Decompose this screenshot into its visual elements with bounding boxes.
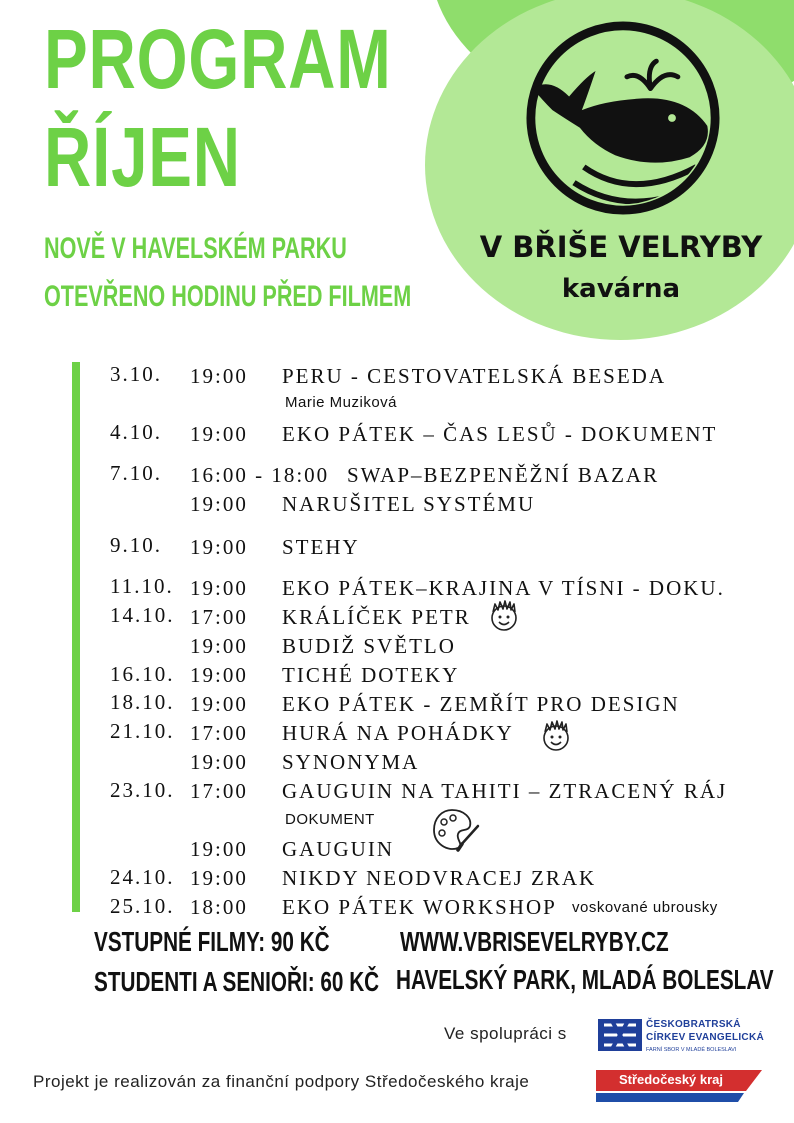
program-date: 25.10.	[110, 894, 175, 918]
program-time: 19:00	[190, 692, 248, 716]
kraj-label: Středočeský kraj	[618, 1072, 724, 1087]
title-program: PROGRAM	[44, 12, 392, 106]
program-title: HURÁ NA POHÁDKY	[282, 721, 514, 745]
program-title: SWAP–BEZPENĚŽNÍ BAZAR	[347, 463, 660, 487]
project-support-text: Projekt je realizován za finanční podpory Středočeského kraje	[33, 1072, 530, 1091]
program-time: 19:00	[190, 576, 248, 600]
program-title: GAUGUIN	[282, 837, 394, 861]
kid-face-icon	[487, 599, 521, 633]
program-date: 7.10.	[110, 461, 162, 485]
program-date: 4.10.	[110, 420, 162, 444]
subtitle-location: NOVĚ V HAVELSKÉM PARKU	[44, 232, 347, 265]
program-title: NARUŠITEL SYSTÉMU	[282, 492, 536, 516]
partner-logo	[598, 1017, 783, 1057]
program-title: EKO PÁTEK–KRAJINA V TÍSNI - DOKU.	[282, 576, 725, 600]
website-link[interactable]: WWW.VBRISEVELRYBY.CZ	[400, 926, 669, 957]
program-date: 21.10.	[110, 719, 175, 743]
program-title: PERU - CESTOVATELSKÁ BESEDA	[282, 364, 667, 388]
program-time: 19:00	[190, 866, 248, 890]
brand-sub: kavárna	[561, 274, 681, 304]
program-time: 19:00	[190, 837, 248, 861]
program-time: 17:00	[190, 779, 248, 803]
program-title: EKO PÁTEK – ČAS LESŮ - DOKUMENT	[282, 422, 718, 446]
program-date: 16.10.	[110, 662, 175, 686]
program-title: EKO PÁTEK WORKSHOP	[282, 895, 557, 919]
program-time: 19:00	[190, 535, 248, 559]
program-title: KRÁLÍČEK PETR	[282, 605, 471, 629]
partner-name-line1: ČESKOBRATRSKÁ	[646, 1019, 741, 1030]
price-films: VSTUPNÉ FILMY: 90 KČ	[94, 926, 330, 957]
program-title: STEHY	[282, 535, 360, 559]
partner-name-line3: FARNÍ SBOR V MLADÉ BOLESLAVI	[646, 1047, 737, 1053]
program-time: 17:00	[190, 721, 248, 745]
program-accent-bar	[72, 362, 80, 912]
kid-face-icon	[539, 719, 573, 753]
program-note: Marie Muziková	[285, 394, 398, 411]
program-title: GAUGUIN NA TAHITI – ZTRACENÝ RÁJ	[282, 779, 728, 803]
program-note: DOKUMENT	[285, 811, 375, 828]
program-date: 11.10.	[110, 574, 174, 598]
program-title: SYNONYMA	[282, 750, 420, 774]
subtitle-opening: OTEVŘENO HODINU PŘED FILMEM	[44, 280, 412, 313]
brand-name: V BŘIŠE VELRYBY	[479, 230, 763, 264]
address: HAVELSKÝ PARK, MLADÁ BOLESLAV	[396, 964, 774, 995]
palette-icon	[430, 806, 482, 854]
program-date: 14.10.	[110, 603, 175, 627]
program-title: EKO PÁTEK - ZEMŘÍT PRO DESIGN	[282, 692, 680, 716]
kraj-logo	[596, 1070, 762, 1102]
cooperation-text: Ve spolupráci s	[444, 1024, 567, 1043]
program-title: NIKDY NEODVRACEJ ZRAK	[282, 866, 597, 890]
title-month: ŘÍJEN	[44, 110, 241, 204]
program-time: 19:00	[190, 422, 248, 446]
program-date: 18.10.	[110, 690, 175, 714]
whale-logo-icon	[525, 20, 721, 216]
price-students: STUDENTI A SENIOŘI: 60 KČ	[94, 966, 380, 997]
program-time: 19:00	[190, 663, 248, 687]
program-date: 3.10.	[110, 362, 162, 386]
program-title: TICHÉ DOTEKY	[282, 663, 460, 687]
church-logo-icon	[598, 1017, 642, 1053]
program-time: 19:00	[190, 634, 248, 658]
program-time: 16:00 - 18:00	[190, 463, 330, 487]
program-date: 9.10.	[110, 533, 162, 557]
program-time: 19:00	[190, 364, 248, 388]
program-time: 19:00	[190, 492, 248, 516]
partner-name-line2: CÍRKEV EVANGELICKÁ	[646, 1032, 765, 1043]
program-date: 24.10.	[110, 865, 175, 889]
program-time: 18:00	[190, 895, 248, 919]
program-date: 23.10.	[110, 778, 175, 802]
program-note: voskované ubrousky	[572, 899, 718, 916]
program-time: 19:00	[190, 750, 248, 774]
program-time: 17:00	[190, 605, 248, 629]
program-title: BUDIŽ SVĚTLO	[282, 634, 456, 658]
